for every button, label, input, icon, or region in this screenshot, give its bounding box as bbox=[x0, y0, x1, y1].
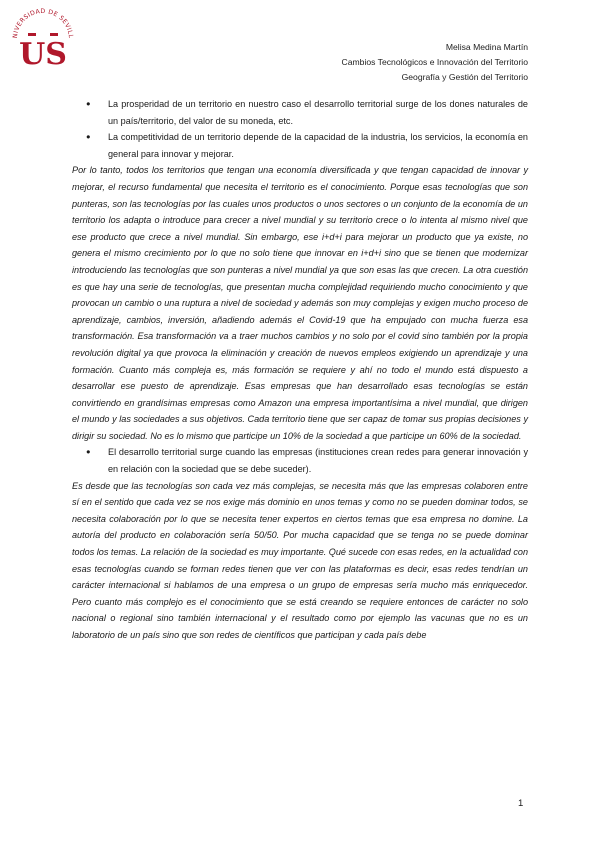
bullet-list-2 bbox=[72, 444, 528, 477]
paragraph-2: Es desde que las tecnologías son cada vez más complejas, se necesita más que las empresas colaboren entre sí en el sentido que cada vez se nos exige más dominio en unos temas y como no se pueden dominar todos, se necesita colaboración por lo que se necesita tener expertos en ciertos temas que esa empresa no domine. La autoría del producto en colaboración sería 50/50. Por mucha capacidad que se tenga no se puede dominar todos los temas. La relación de la sociedad es muy importante. Qué sucede con esas redes, en la actualidad con esas tecnologías cuando se forman redes tienen que ver con las plataformas es decir, esas redes tendrían un carácter internacional si hablamos de una empresa o un grupo de empresas sería mucho más enriquecedor. Pero cuanto más complejo es el conocimiento que se está creando se requiere entonces de carácter no solo nacional o regional sino también internacional y el resultado como por ejemplo las vacunas que no es un laboratorio de un país sino que son redes de científicos que participan y cada país debe bbox=[72, 480, 528, 640]
svg-text:UNIVERSIDAD DE SEVILLA bbox=[8, 4, 74, 39]
bullet-list-1 bbox=[72, 96, 528, 162]
author-name: Melisa Medina Martín bbox=[445, 42, 528, 52]
university-logo bbox=[8, 4, 78, 74]
bullet-item: ● La prosperidad de un territorio en nuestro caso el desarrollo territorial surge de los dones naturales de un país/territorio, del valor de su moneda, etc. bbox=[72, 96, 528, 129]
bullet-item: ● La competitividad de un territorio depende de la capacidad de la industria, los servicios, la economía en general para innovar y mejorar. bbox=[72, 129, 528, 162]
paragraph-1: Por lo tanto, todos los territorios que tengan una economía diversificada y que tengan capacidad de innovar y mejorar, el recurso fundamental que necesita el territorio es el conocimiento. Porque esas tecnologías que son punteras, son las tecnologías por las cuales unos productos o unos sectores o un conjunto de la economía de un territorio los adapta o introduce para crecer a nivel mundial y su territorio crece o lo intenta al mismo nivel que ese producto que crece a nivel mundial. Sin embargo, ese i+d+i para mejorar un producto que ya existe, no genera el mismo crecimiento por lo que no solo tiene que innovar en i+d+i sino que se tienen que modernizar introduciendo las tecnologías que son punteras a nivel mundial ya que son esas las que crecen. La otra cuestión es que hay una serie de tecnologías, que presentan mucha complejidad requiriendo mucho conocimiento y que provocan un cambio o una ruptura a nivel de sociedad y además son muy complejas y exigen mucho proceso de aprendizaje, cambios, inversión, añadiendo además el Covid-19 que ha empujado con mucha fuerza esa transformación. Esa transformación va a traer muchos cambios y no solo por el covid sino también por la propia revolución digital ya que provoca la eliminación y creación de nuevos empleos exigiendo un aprendizaje y una formación. Cuanto más compleja es, más formación se requiere y ahí no todo el mundo está dispuesto a desarrollar ese puesto de aprendizaje. Esas empresas que han desarrollado esas tecnologías se están convirtiendo en grandísimas empresas como Amazon una empresa importantísima a nivel mundial, que dirigen el mundo y las sociedades a sus objetivos. Cada territorio tiene que ser capaz de tomar sus propias decisiones y dirigir su sociedad. No es lo mismo que participe un 10% de la sociedad a que participe un 60% de la sociedad. bbox=[72, 165, 528, 441]
page-number: 1 bbox=[518, 798, 524, 809]
page-header bbox=[342, 40, 528, 85]
bullet-item: ● El desarrollo territorial surge cuando las empresas (instituciones crean redes para generar innovación y en relación con la sociedad que se debe suceder). bbox=[72, 444, 528, 477]
degree-name: Geografía y Gestión del Territorio bbox=[401, 72, 528, 82]
logo-monogram: US bbox=[19, 37, 67, 72]
document-body bbox=[72, 96, 528, 644]
university-seal-icon bbox=[8, 4, 78, 74]
subject-title: Cambios Tecnológicos e Innovación del Territorio bbox=[341, 57, 528, 67]
logo-text: NIVERSIDAD DE SEVILL bbox=[11, 7, 75, 39]
